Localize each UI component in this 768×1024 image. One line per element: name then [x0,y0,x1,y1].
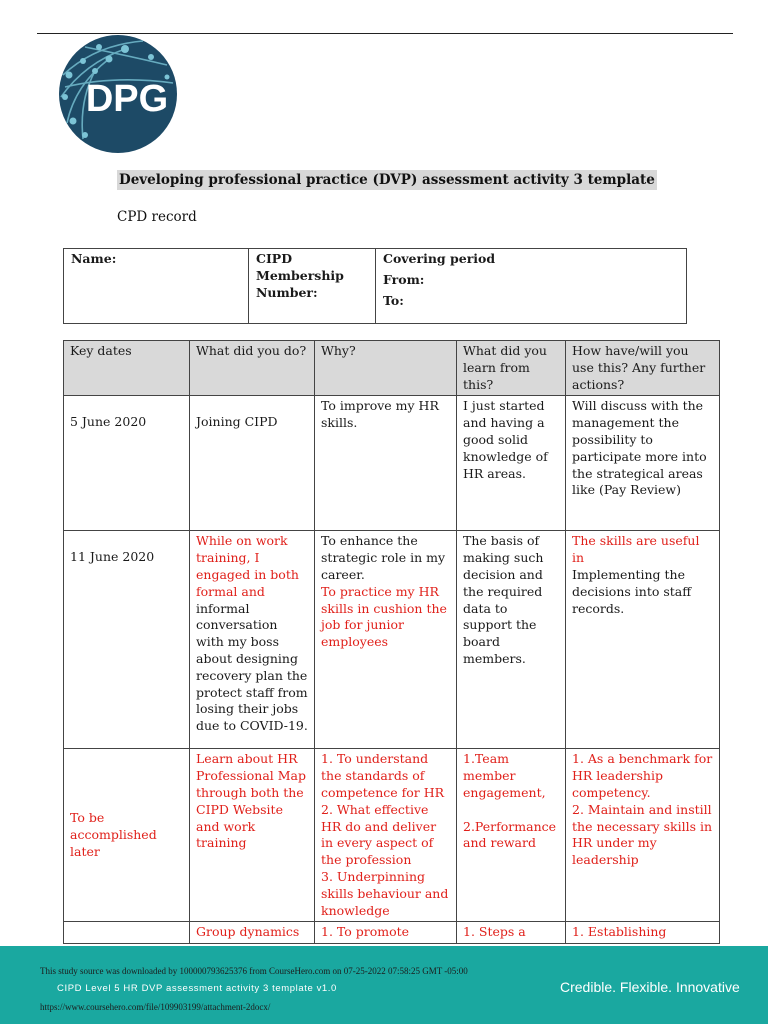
row2-date [64,531,190,749]
row2-why [315,531,457,749]
row2-use-red-text: The skills are useful in [572,533,700,566]
member-info-table [63,248,687,324]
row1-use: Will discuss with the management the possibility to participate more into the strategical areas like (Pay Review) [566,396,720,531]
table-header-row [64,341,720,396]
row4-did: Group dynamics [190,922,315,944]
row2-date-text: 11 June 2020 [70,549,155,565]
row4-use: 1. Establishing [566,922,720,944]
row3-why-item-3: 3. Underpinning skills behaviour and knowledge [321,868,449,918]
row1-learn: I just started and having a good solid knowledge of HR areas. [457,396,566,531]
row2-learn: The basis of making such decision and the required data to support the board members. [457,531,566,749]
row4-why: 1. To promote [315,922,457,944]
row3-why-item-2: 2. What effective HR do and deliver in every aspect of the profession [321,801,437,868]
table-row [64,922,720,944]
logo-text: DPG [85,78,169,120]
row3-why-item-1: 1. To understand the standards of competence for HR [321,751,445,800]
membership-cell [249,249,376,324]
row3-learn-item-2: 2.Performance and reward [463,818,557,851]
row3-why [315,749,457,922]
row3-use-item-2: 2. Maintain and instill the necessary skills in HR under my leadership [572,801,713,868]
row2-did-text: informal conversation with my boss about designing recovery plan the protect staff from losing their jobs due to COVID-19. [196,600,308,734]
cpd-record-table [63,340,720,944]
row1-did [190,396,315,531]
header-what-did-you-do: What did you do? [190,341,315,396]
row2-use [566,531,720,749]
table-row [64,749,720,922]
table-row [64,396,720,531]
dpg-logo [55,35,181,153]
footer-tagline: Credible. Flexible. Innovative [560,979,740,995]
row4-learn: 1. Steps a [457,922,566,944]
top-rule [37,33,733,34]
to-label: To: [383,292,404,308]
row1-why: To improve my HR skills. [315,396,457,531]
row1-date [64,396,190,531]
document-title: Developing professional practice (DVP) assessment activity 3 template [119,172,655,188]
row2-use-text: Implementing the decisions into staff records. [572,566,692,616]
covering-period-cell [376,249,687,324]
row2-did-red-text: While on work training, I engaged in both formal and [196,533,299,599]
row3-learn-item-1: 1.Team member engagement, [463,751,546,800]
from-label: From: [383,271,425,287]
row2-why-red-text: To practice my HR skills in cushion the job for junior employees [321,583,447,650]
row3-use [566,749,720,922]
row3-use-item-1: 1. As a benchmark for HR leadership competency. [572,751,713,800]
row1-date-text: 5 June 2020 [70,414,147,430]
membership-label-line-3: Number: [256,284,318,300]
header-how-will-you-use: How have/will you use this? Any further actions? [566,341,720,396]
covering-period-label: Covering period [383,251,496,266]
row1-did-text: Joining CIPD [196,414,278,430]
section-label: CPD record [117,209,197,225]
header-key-dates: Key dates [64,341,190,396]
row3-did: Learn about HR Professional Map through both the CIPD Website and work training [190,749,315,922]
membership-label-line-1: CIPD [256,251,293,266]
header-what-did-you-learn: What did you learn from this? [457,341,566,396]
name-cell [64,249,249,324]
source-url-link[interactable]: https://www.coursehero.com/file/109903199/attachment-2docx/ [40,1002,271,1012]
table-row [64,531,720,749]
row2-did [190,531,315,749]
name-label: Name: [71,251,117,266]
row3-date: To be accomplished later [64,749,190,922]
row2-why-text: To enhance the strategic role in my career. [321,533,446,582]
download-source-notice: This study source was downloaded by 100000793625376 from CourseHero.com on 07-25-2022 07:58:25 GMT -05:00 [40,966,468,976]
template-version: CIPD Level 5 HR DVP assessment activity 3 template v1.0 [57,983,337,994]
membership-label-line-2: Membership [256,267,344,283]
page-footer [0,946,768,1024]
row4-date [64,922,190,944]
header-why: Why? [315,341,457,396]
row3-learn [457,749,566,922]
